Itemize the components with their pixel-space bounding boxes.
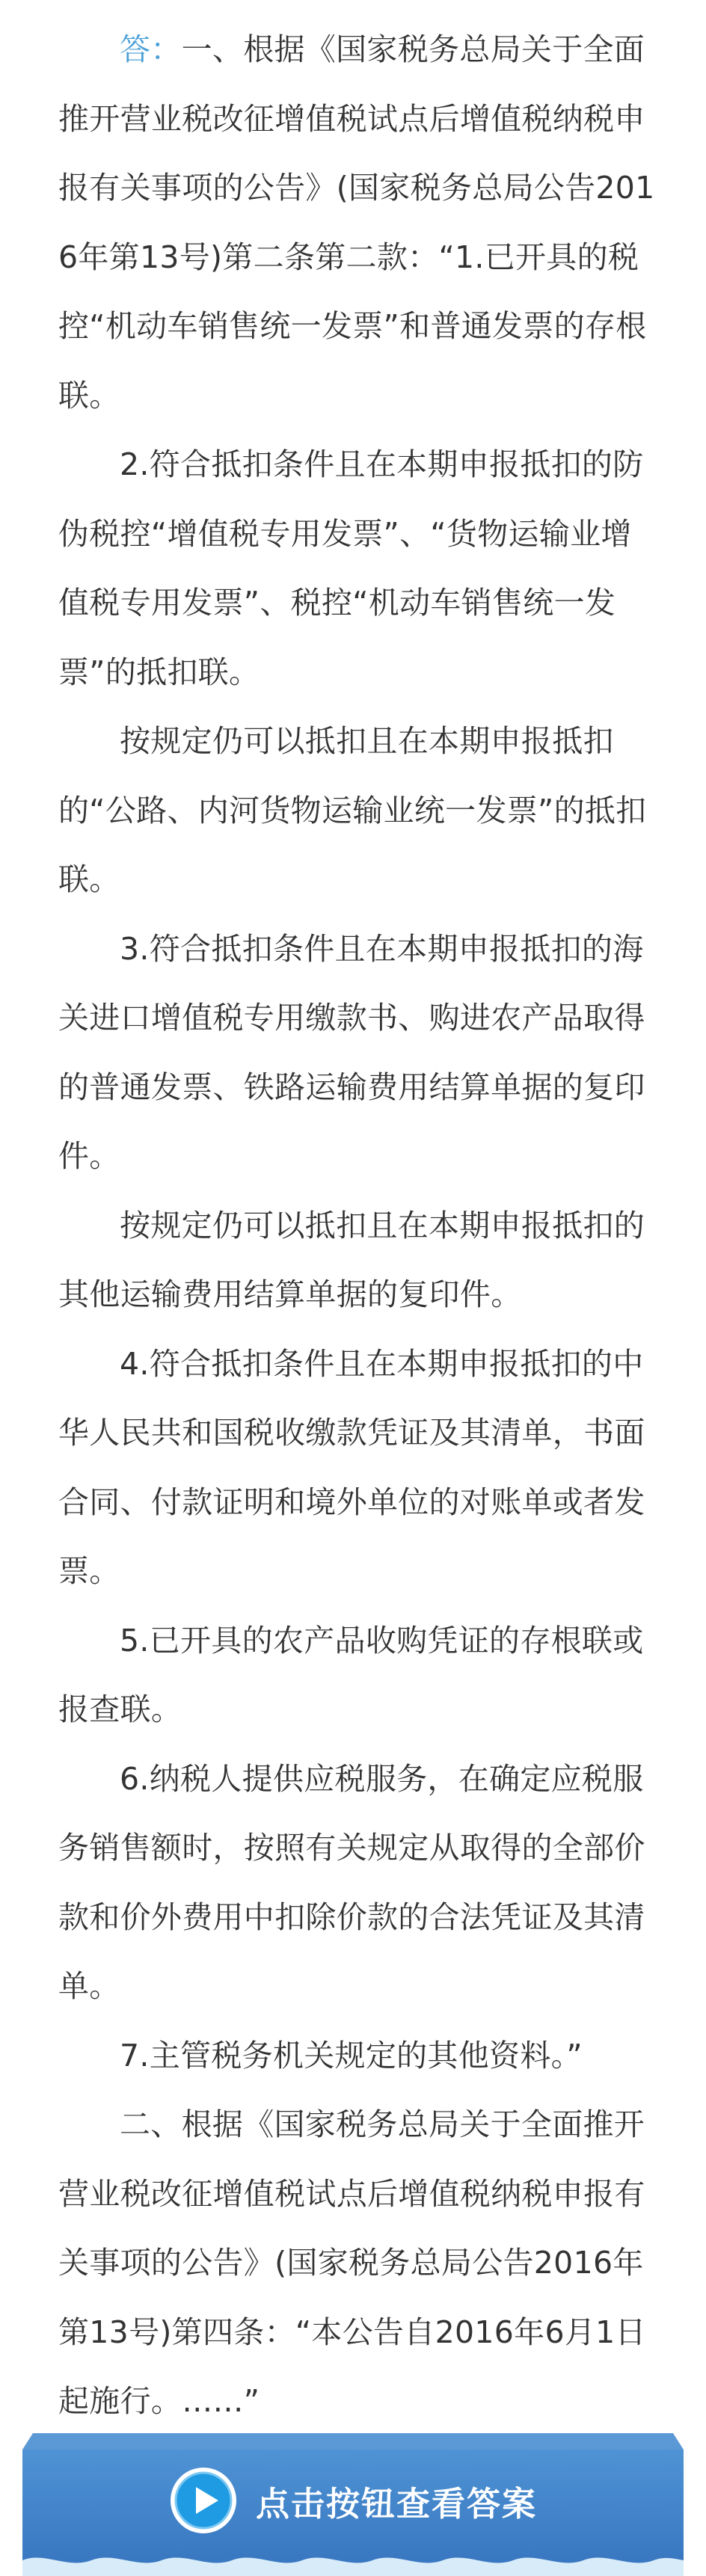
- paragraph-7: 5.已开具的农产品收购凭证的存根联或报查联。: [58, 1622, 644, 1727]
- paragraph-text: 一、根据《国家税务总局关于全面推开营业税改征增值税试点后增值税纳税申报有关事项的公告》(国家税务总局公告2016年第13号)第二条第二款：“1.已开具的税控“机动车销售统一发票”和普通发票的存根联。: [58, 31, 655, 414]
- view-answer-banner[interactable]: [22, 2433, 684, 2576]
- paragraph-4: 3.符合抵扣条件且在本期申报抵扣的海关进口增值税专用缴款书、购进农产品取得的普通发票、铁路运输费用结算单据的复印件。: [58, 930, 645, 1174]
- paragraph-10: 二、根据《国家税务总局关于全面推开营业税改征增值税试点后增值税纳税申报有关事项的公告》(国家税务总局公告2016年第13号)第四条：“本公告自2016年6月1日起施行。……”: [58, 2106, 646, 2419]
- article-body: [58, 15, 658, 2436]
- view-answer-button[interactable]: [22, 2456, 684, 2545]
- view-answer-label: 点击按钮查看答案: [255, 2483, 537, 2524]
- answer-label: 答：: [120, 31, 182, 67]
- paragraph-6: 4.符合抵扣条件且在本期申报抵扣的中华人民共和国税收缴款凭证及其清单，书面合同、付款证明和境外单位的对账单或者发票。: [58, 1345, 645, 1589]
- play-icon: [169, 2466, 238, 2535]
- paragraph-2: 2.符合抵扣条件且在本期申报抵扣的防伪税控“增值税专用发票”、“货物运输业增值税专用发票”、税控“机动车销售统一发票”的抵扣联。: [58, 446, 644, 690]
- paragraph-5: 按规定仍可以抵扣且在本期申报抵扣的其他运输费用结算单据的复印件。: [58, 1207, 645, 1312]
- paragraph-9: 7.主管税务机关规定的其他资料。”: [120, 2037, 583, 2074]
- paragraph-3: 按规定仍可以抵扣且在本期申报抵扣的“公路、内河货物运输业统一发票”的抵扣联。: [58, 723, 647, 897]
- paragraph-1: [58, 15, 658, 430]
- paragraph-8: 6.纳税人提供应税服务，在确定应税服务销售额时，按照有关规定从取得的全部价款和价外费用中扣除价款的合法凭证及其清单。: [58, 1760, 645, 2004]
